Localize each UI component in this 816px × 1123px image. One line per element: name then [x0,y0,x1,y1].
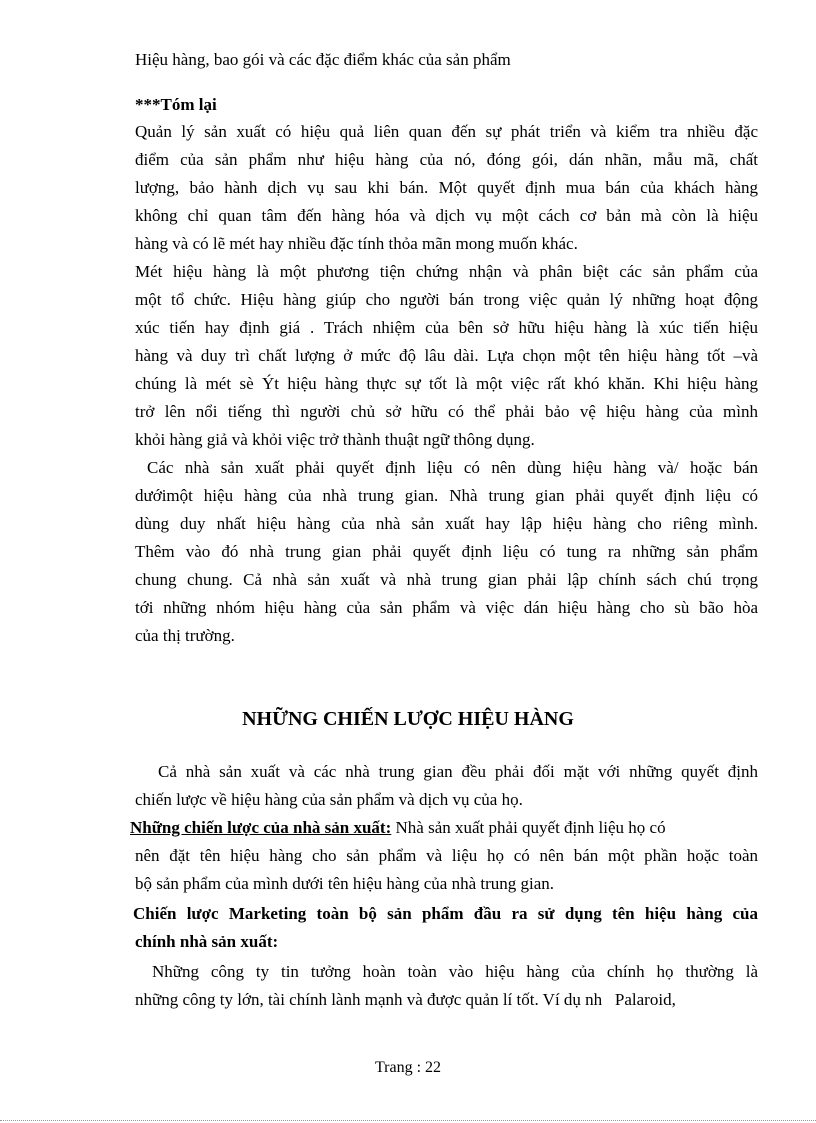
manufacturer-strategy-label: Những chiến lược của nhà sản xuất: [130,818,392,837]
strategy-heading: Chiến lược Marketing toàn bộ sản phẩm đầu ra sử dụng tên hiệu hàng của [133,904,758,923]
text-line: Thêm vào đó nhà trung gian phải quyết định liệu có tung ra những sản phẩm [135,542,758,561]
intro-line: Hiệu hàng, bao gói và các đặc điểm khác của sản phẩm [135,50,511,69]
text-line: điểm của sản phẩm như hiệu hàng của nó, đóng gói, dán nhãn, mẫu mã, chất [135,150,758,169]
text-line: hàng và có lẽ mét hay nhiều đặc tính thỏa mãn mong muốn khác. [135,234,578,253]
text-line: chiến lược về hiệu hàng của sản phẩm và dịch vụ của họ. [135,790,523,809]
text-line: của thị trường. [135,626,235,645]
text-line: lượng, bảo hành dịch vụ sau khi bán. Một quyết định mua bán của khách hàng [135,178,758,197]
text-line: Mét hiệu hàng là một phương tiện chứng nhận và phân biệt các sản phẩm của [135,262,758,281]
text-line: khỏi hàng giả và khỏi việc trở thành thuật ngữ thông dụng. [135,430,535,449]
manufacturer-strategy-text: Nhà sản xuất phải quyết định liệu họ có [391,818,666,837]
text-line: nên đặt tên hiệu hàng cho sản phẩm và liệu họ có nên bán một phần hoặc toàn [135,846,758,865]
strategy-heading: chính nhà sản xuất: [135,932,279,951]
text-line: trở lên nổi tiếng thì người chủ sở hữu có thể phải bảo vệ hiệu hàng của mình [135,402,758,421]
page-bottom-rule [0,1120,816,1121]
text-line: bộ sản phẩm của mình dưới tên hiệu hàng của nhà trung gian. [135,874,555,893]
text-line: chúng là mét sè Ýt hiệu hàng thực sự tốt là một việc rất khó khăn. Khi hiệu hàng [135,374,758,393]
text-line: Quản lý sản xuất có hiệu quả liên quan đến sự phát triển và kiểm tra nhiều đặc [135,122,758,141]
page-number: Trang : 22 [374,1059,442,1076]
summary-label: ***Tóm lại [135,95,217,114]
text-line: Các nhà sản xuất phải quyết định liệu có nên dùng hiệu hàng và/ hoặc bán [147,458,758,477]
section-title: NHỮNG CHIẾN LƯỢC HIỆU HÀNG [242,708,574,730]
text-line: hàng và duy trì chất lượng ở mức độ lâu dài. Lựa chọn một tên hiệu hàng tốt –và [135,346,758,365]
text-line: một tổ chức. Hiệu hàng giúp cho người bán trong việc quản lý những hoạt động [135,290,758,309]
text-line: Những công ty tin tưởng hoàn toàn vào hiệu hàng của chính họ thường là [152,962,758,981]
text-line: không chỉ quan tâm đến hàng hóa và dịch vụ một cách cơ bản mà còn là hiệu [135,206,758,225]
text-line: Cả nhà sản xuất và các nhà trung gian đều phải đối mặt với những quyết định [158,762,758,781]
text-line: chung chung. Cả nhà sản xuất và nhà trung gian phải lập chính sách chú trọng [135,570,758,589]
text-line: dùng duy nhất hiệu hàng của nhà sản xuất hay lập hiệu hàng cho riêng mình. [135,514,758,533]
text-line: xúc tiến hay định giá . Trách nhiệm của bên sở hữu hiệu hàng là xúc tiến hiệu [135,318,758,337]
manufacturer-strategy-line [130,818,666,838]
text-line: tới những nhóm hiệu hàng của sản phẩm và việc dán hiệu hàng cho sù bão hòa [135,598,758,617]
text-line: dướimột hiệu hàng của nhà trung gian. Nhà trung gian phải quyết định liệu có [135,486,758,505]
text-line: những công ty lớn, tài chính lành mạnh và được quản lí tốt. Ví dụ nh Palaroid, [135,990,676,1009]
